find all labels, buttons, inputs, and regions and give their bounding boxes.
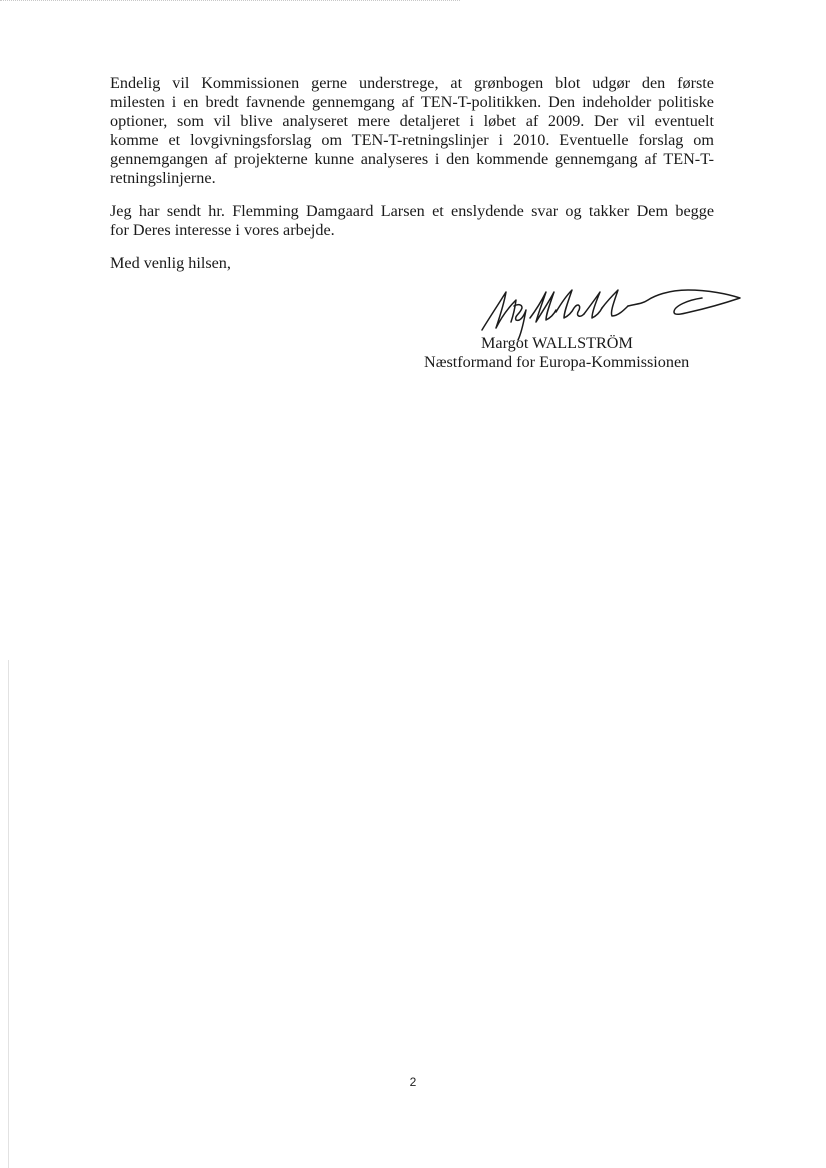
closing-salutation: Med venlig hilsen, [110,254,231,272]
page-number: 2 [409,1075,417,1089]
text-line: Jeg har sendt hr. Flemming Damgaard Larsen et enslydende svar og takker Dem begge [110,202,714,220]
text-line: retningslinjerne. [110,169,216,187]
text-line: gennemgangen af projekterne kunne analyseres i den kommende gennemgang af TEN-T- [110,150,714,168]
text-line: for Deres interesse i vores arbejde. [110,221,335,239]
scan-edge-left [8,660,9,1168]
text-line: optioner, som vil blive analyseret mere detaljeret i løbet af 2009. Der vil eventuelt [110,112,714,130]
scan-edge-top [0,0,460,1]
text-line: komme et lovgivningsforslag om TEN-T-retningslinjer i 2010. Eventuelle forslag om [110,131,714,149]
letter-body [110,74,714,273]
signer-name: Margot WALLSTRÖM [481,334,633,352]
signature-block [424,334,724,372]
text-line: milesten i en bredt favnende gennemgang af TEN-T-politikken. Den indeholder politiske [110,93,714,111]
text-line: Endelig vil Kommissionen gerne understrege, at grønbogen blot udgør den første [110,74,714,92]
paragraph-closing-remarks [110,74,714,188]
paragraph-reply-note [110,202,714,240]
signer-title: Næstformand for Europa-Kommissionen [424,353,690,371]
